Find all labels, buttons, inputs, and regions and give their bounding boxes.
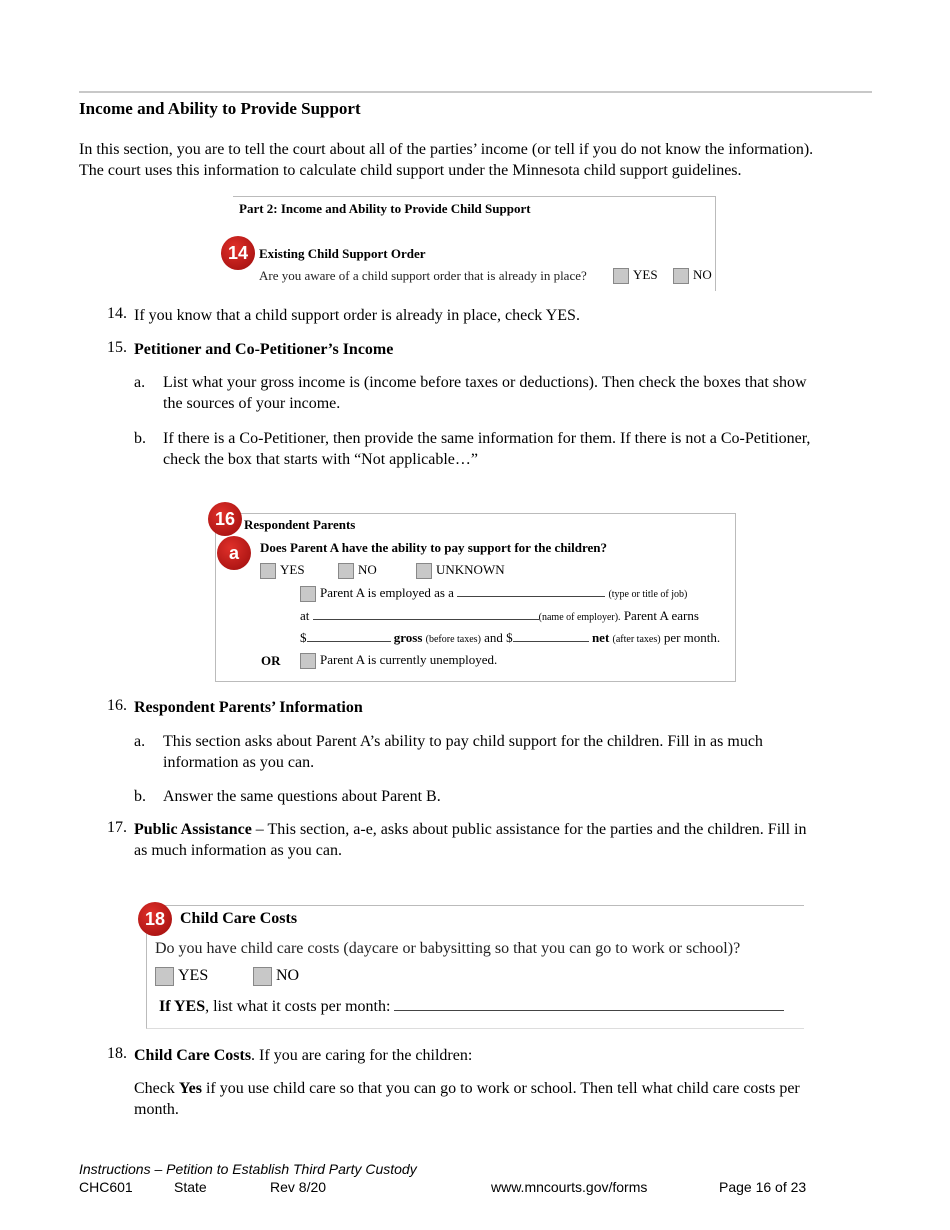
footer-state: State (174, 1179, 207, 1195)
employer-hint: (name of employer). (538, 612, 621, 623)
item-18-line-2 (134, 1078, 800, 1099)
existing-order-yes[interactable] (613, 267, 658, 284)
item-15-number: 15. (107, 339, 127, 356)
gross-label: gross (393, 630, 423, 645)
item-17-title: Public Assistance (134, 821, 252, 838)
and-label: and $ (484, 630, 513, 645)
item-16b-letter: b. (134, 788, 146, 805)
respondent-parents-title: Respondent Parents (244, 517, 356, 532)
item-14-number: 14. (107, 305, 127, 322)
child-care-no[interactable] (253, 967, 299, 986)
checkbox-icon[interactable] (613, 268, 629, 284)
top-rule (79, 91, 872, 93)
item-15b-line-1: If there is a Co-Petitioner, then provide the same information for them. If there is not a Co-Petitioner, (163, 430, 811, 447)
dollar-sign: $ (300, 630, 307, 645)
item-15a-letter: a. (134, 374, 146, 391)
checkbox-icon[interactable] (253, 967, 272, 986)
if-yes-label: If YES (159, 998, 206, 1015)
job-hint: (type or title of job) (608, 589, 688, 600)
employer-row (300, 608, 699, 624)
checkbox-icon[interactable] (673, 268, 689, 284)
gross-field[interactable] (307, 630, 391, 642)
cost-label: , list what it costs per month: (205, 998, 391, 1015)
parent-a-yes[interactable] (260, 562, 305, 579)
intro-line-1: In this section, you are to tell the court about all of the parties’ income (or tell if you do not know the information). (79, 141, 814, 158)
item-15b-line-2: check the box that starts with “Not applicable…” (163, 451, 479, 468)
footer-page: Page 16 of 23 (719, 1179, 807, 1195)
parent-a-no[interactable] (338, 562, 377, 579)
footer-url[interactable]: www.mncourts.gov/forms (491, 1179, 648, 1195)
unemployed-row[interactable] (300, 652, 497, 669)
employed-label: Parent A is employed as a (320, 585, 454, 600)
item-18-line-3: month. (134, 1101, 179, 1118)
net-label: net (591, 630, 610, 645)
or-label: OR (261, 653, 281, 668)
checkbox-icon[interactable] (416, 563, 432, 579)
employed-checkbox[interactable] (300, 586, 316, 602)
no-label: NO (358, 562, 377, 577)
footer-code: CHC601 (79, 1179, 133, 1195)
item-16-title: Respondent Parents’ Information (134, 699, 363, 716)
checkbox-icon[interactable] (300, 653, 316, 669)
at-label: at (300, 608, 310, 623)
badge-18: 18 (138, 902, 172, 936)
child-care-cost-row (159, 997, 784, 1016)
after-taxes-hint: (after taxes) (612, 634, 661, 645)
existing-order-title: Existing Child Support Order (259, 246, 426, 261)
existing-order-form-box (233, 196, 716, 291)
yes-label: YES (178, 967, 209, 985)
child-care-question: Do you have child care costs (daycare or babysitting so that you can go to work or school)? (155, 940, 741, 957)
item-15a-line-1: List what your gross income is (income before taxes or deductions). Then check the boxes that show (163, 374, 807, 391)
item-16a-line-2: information as you can. (163, 754, 315, 771)
item-15a-line-2: the sources of your income. (163, 395, 341, 412)
item-17-number: 17. (107, 819, 127, 836)
no-label: NO (276, 967, 300, 985)
part2-header: Part 2: Income and Ability to Provide Child Support (239, 201, 531, 216)
section-title: Income and Ability to Provide Support (79, 99, 361, 118)
item-14-text: If you know that a child support order is already in place, check YES. (134, 307, 580, 324)
item-16a-line-1: This section asks about Parent A’s ability to pay child support for the children. Fill in as much (163, 733, 763, 750)
child-care-form-box (146, 905, 804, 1029)
existing-order-no[interactable] (673, 267, 712, 284)
unemployed-label: Parent A is currently unemployed. (320, 652, 498, 667)
child-care-yes[interactable] (155, 967, 208, 986)
existing-order-question: Are you aware of a child support order that is already in place? (259, 268, 587, 283)
earns-label: Parent A earns (623, 608, 699, 623)
employer-field[interactable] (313, 608, 539, 620)
checkbox-icon[interactable] (155, 967, 174, 986)
intro-line-2: The court uses this information to calculate child support under the Minnesota child support guidelines. (79, 162, 742, 179)
item-17-line-2: as much information as you can. (134, 842, 342, 859)
check-post: if you use child care so that you can go to work or school. Then tell what child care costs per (201, 1080, 800, 1097)
check-yes-bold: Yes (178, 1080, 202, 1097)
item-18-text: . If you are caring for the children: (251, 1047, 473, 1064)
item-17-text: – This section, a-e, asks about public assistance for the parties and the children. Fill in (251, 821, 807, 838)
parent-a-question: Does Parent A have the ability to pay support for the children? (260, 540, 608, 555)
employed-row (300, 585, 687, 602)
yes-label: YES (633, 267, 658, 282)
badge-14: 14 (221, 236, 255, 270)
child-care-title: Child Care Costs (180, 910, 298, 927)
before-taxes-hint: (before taxes) (425, 634, 481, 645)
per-month-label: per month. (663, 630, 721, 645)
unknown-label: UNKNOWN (436, 562, 505, 577)
item-16b-text: Answer the same questions about Parent B. (163, 788, 441, 805)
footer-doc-title: Instructions – Petition to Establish Third Party Custody (79, 1161, 417, 1177)
item-17-line-1 (134, 819, 806, 840)
net-field[interactable] (513, 630, 589, 642)
item-15-title: Petitioner and Co-Petitioner’s Income (134, 341, 394, 358)
item-18-number: 18. (107, 1045, 127, 1062)
checkbox-icon[interactable] (338, 563, 354, 579)
check-pre: Check (134, 1080, 179, 1097)
badge-16a: a (217, 536, 251, 570)
item-15b-letter: b. (134, 430, 146, 447)
item-18-title: Child Care Costs (134, 1047, 252, 1064)
item-16a-letter: a. (134, 733, 146, 750)
checkbox-icon[interactable] (260, 563, 276, 579)
item-16-number: 16. (107, 697, 127, 714)
income-row (300, 630, 720, 646)
respondent-parents-form-box (215, 513, 736, 682)
parent-a-unknown[interactable] (416, 562, 505, 579)
no-label: NO (693, 267, 712, 282)
yes-label: YES (280, 562, 305, 577)
footer-rev: Rev 8/20 (270, 1179, 327, 1195)
child-care-cost-field[interactable] (394, 997, 784, 1011)
job-title-field[interactable] (457, 585, 605, 597)
item-18-line-1 (134, 1045, 472, 1066)
badge-16: 16 (208, 502, 242, 536)
